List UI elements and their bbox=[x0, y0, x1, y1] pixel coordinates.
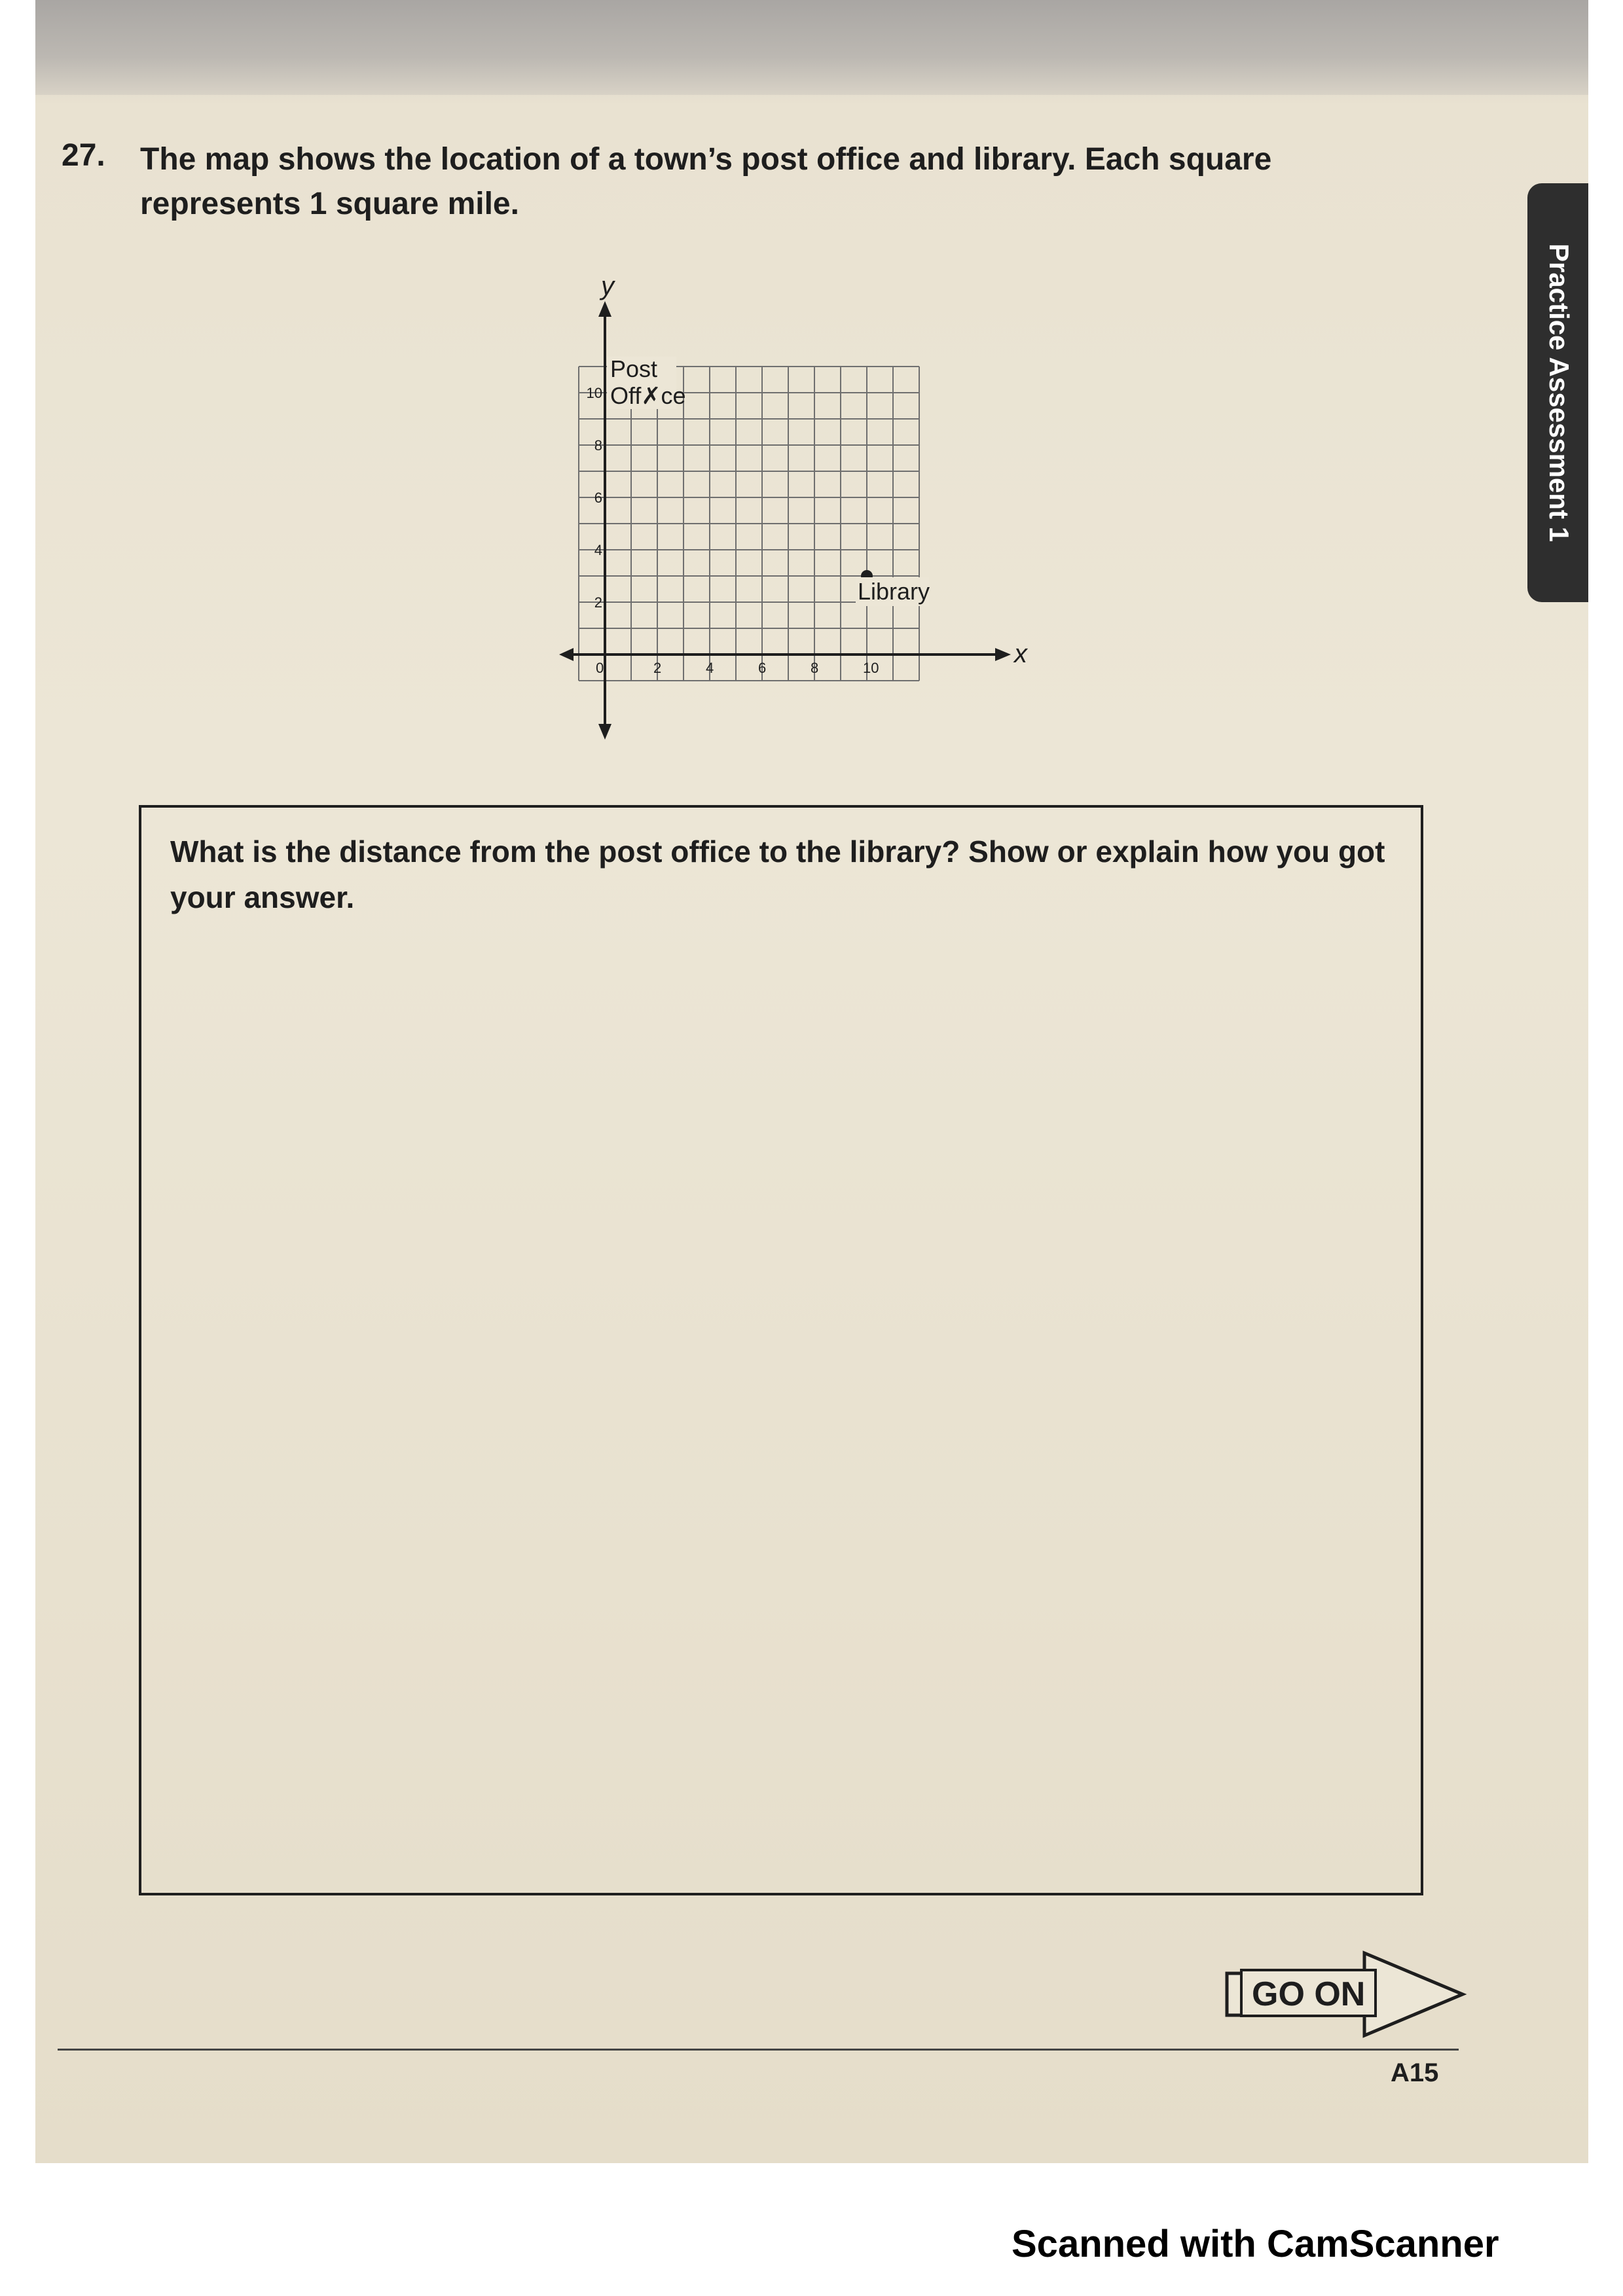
answer-prompt: What is the distance from the post office to the library? Show or explain how you got your answer. bbox=[170, 834, 1385, 914]
side-tab bbox=[1527, 183, 1588, 602]
go-on-indicator bbox=[1201, 1950, 1476, 2039]
y-tick-label: 10 bbox=[586, 385, 602, 401]
y-axis-label: y bbox=[601, 272, 614, 300]
workbook-page bbox=[35, 0, 1588, 2163]
page-number: A15 bbox=[1391, 2058, 1439, 2087]
x-tick-label: 10 bbox=[863, 660, 879, 676]
question-number: 27. bbox=[62, 138, 105, 173]
map-grid bbox=[579, 367, 919, 681]
scan-credit: Scanned with CamScanner bbox=[1012, 2223, 1499, 2265]
x-tick-labels bbox=[653, 660, 879, 676]
side-tab-label: Practice Assessment 1 bbox=[1544, 243, 1575, 543]
library-label: Library bbox=[858, 578, 930, 605]
y-tick-label: 2 bbox=[594, 594, 602, 611]
go-on-label: GO ON bbox=[1240, 1969, 1377, 2017]
answer-box[interactable] bbox=[139, 805, 1423, 1895]
y-tick-label: 6 bbox=[594, 490, 602, 506]
y-axis-top-arrow bbox=[598, 301, 611, 317]
x-axis-label: x bbox=[1014, 639, 1027, 668]
x-tick-label: 2 bbox=[653, 660, 662, 676]
page-shadow-band bbox=[35, 0, 1588, 95]
x-tick-label: 8 bbox=[811, 660, 819, 676]
post-office-label-line1: Post bbox=[610, 355, 658, 382]
x-tick-label: 6 bbox=[758, 660, 767, 676]
footer-divider bbox=[58, 2049, 1459, 2051]
x-tick-label: 4 bbox=[706, 660, 714, 676]
question-text: The map shows the location of a town’s post office and library. Each square represents 1 square mile. bbox=[140, 142, 1272, 221]
coordinate-map bbox=[553, 262, 1050, 759]
x-axis-left-arrow bbox=[559, 648, 574, 661]
y-axis-bottom-arrow bbox=[598, 724, 611, 740]
origin-label: 0 bbox=[596, 660, 604, 676]
y-tick-label: 8 bbox=[594, 437, 602, 454]
post-office-label-line2: Off✗ce bbox=[610, 382, 686, 409]
x-axis-right-arrow bbox=[995, 648, 1011, 661]
y-tick-label: 4 bbox=[594, 542, 602, 558]
